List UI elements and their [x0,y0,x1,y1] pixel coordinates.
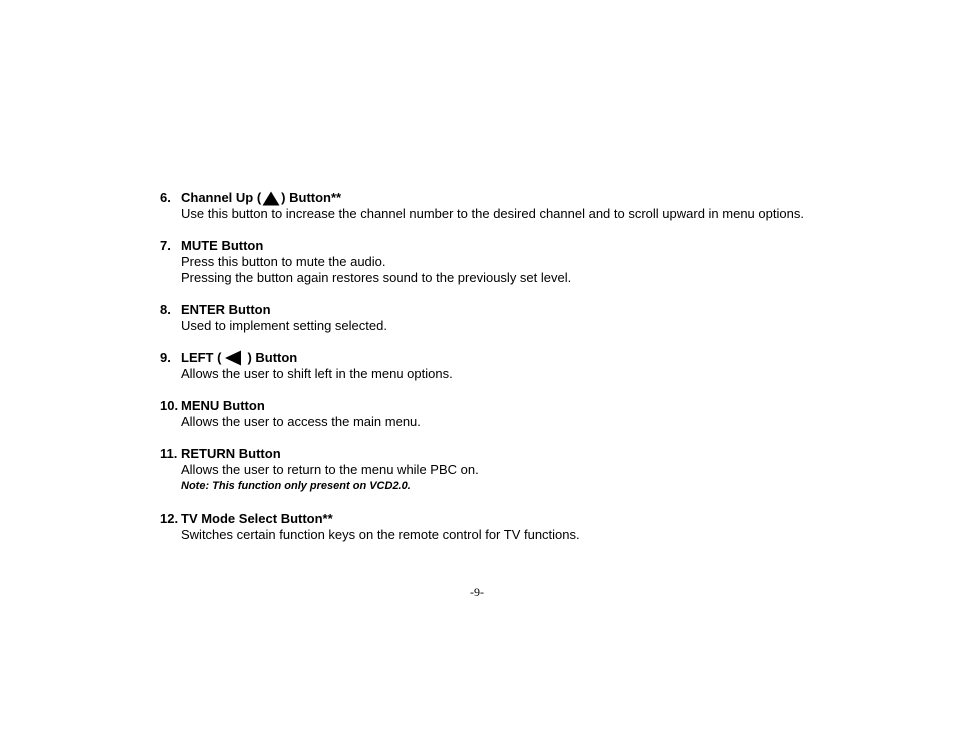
item-number: 9. [160,350,171,365]
item-number: 8. [160,302,171,317]
item-description: Allows the user to access the main menu. [181,414,421,429]
item-heading [160,398,860,414]
item-number: 6. [160,190,171,205]
item-number: 12. [160,511,179,526]
item-title: MENU Button [181,398,265,413]
item-number: 10. [160,398,179,413]
item-description: Pressing the button again restores sound to the previously set level. [181,270,572,285]
item-enter [160,302,860,334]
left-triangle-icon [224,350,244,366]
item-description: Allows the user to shift left in the menu options. [181,366,453,381]
item-heading [160,302,860,318]
item-note: Note: This function only present on VCD2.0. [181,480,411,492]
item-title-prefix: Channel Up ( [181,190,262,205]
item-description: Press this button to mute the audio. [181,254,386,269]
item-title: ENTER Button [181,302,271,317]
item-heading [160,238,860,254]
item-heading [160,190,860,206]
item-number: 11. [160,446,178,461]
item-title: RETURN Button [181,446,281,461]
item-description: Use this button to increase the channel number to the desired channel and to scroll upward in menu options. [181,206,804,221]
item-title-suffix: ) Button** [281,190,342,205]
item-return [160,446,860,495]
item-title-prefix: LEFT ( [181,350,222,365]
manual-content [160,190,860,559]
item-mute [160,238,860,286]
item-heading [160,350,860,366]
up-triangle-icon [262,191,280,206]
item-heading [160,446,860,462]
item-channel-up [160,190,860,222]
item-description: Allows the user to return to the menu while PBC on. [181,462,479,477]
item-menu [160,398,860,430]
item-title-suffix: ) Button [247,350,298,365]
item-heading [160,511,860,527]
page-number: -9- [470,585,484,599]
item-title: MUTE Button [181,238,264,253]
item-tv-mode-select [160,511,860,543]
item-number: 7. [160,238,171,253]
item-description: Switches certain function keys on the remote control for TV functions. [181,527,580,542]
item-title: TV Mode Select Button** [181,511,333,526]
item-left [160,350,860,382]
item-description: Used to implement setting selected. [181,318,387,333]
